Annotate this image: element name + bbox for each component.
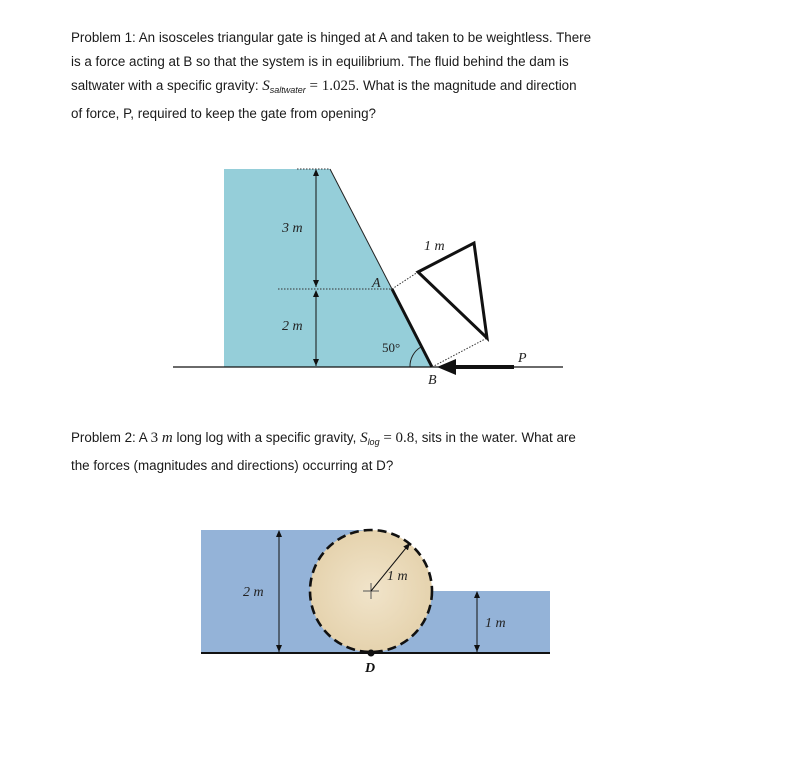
label-point-d: D <box>365 661 376 676</box>
problem1-line4: of force, P, required to keep the gate from opening? <box>71 106 376 121</box>
problem2-line1-post: , sits in the water. What are <box>414 430 576 445</box>
problem2-text <box>71 426 651 478</box>
sg-log-subscript: log <box>367 437 380 447</box>
label-2m: 2 m <box>282 319 303 334</box>
log-length-value: 3 <box>150 430 159 446</box>
problem2-line1 <box>71 426 651 454</box>
label-hinge-a: A <box>372 276 381 291</box>
problem1-line2: is a force acting at B so that the system is in equilibrium. The fluid behind the dam is <box>71 54 569 69</box>
sg-saltwater-value: = 1.025 <box>305 78 356 94</box>
problem1-line1: Problem 1: An isosceles triangular gate is hinged at A and taken to be weightless. There <box>71 30 592 45</box>
problem2-line2: the forces (magnitudes and directions) occurring at D? <box>71 458 394 473</box>
label-gate-1m: 1 m <box>424 239 445 254</box>
problem2-line1-mid: long log with a specific gravity, <box>172 430 361 445</box>
problem1-line3-pre: saltwater with a specific gravity: <box>71 78 263 93</box>
label-3m: 3 m <box>282 221 303 236</box>
sg-log-value: = 0.8 <box>379 430 415 446</box>
sg-log-symbol: S <box>360 430 368 446</box>
force-p-arrowhead <box>437 359 456 375</box>
saltwater-region <box>224 169 432 367</box>
gate-connector-top <box>392 272 418 289</box>
label-angle: 50° <box>382 340 401 355</box>
label-radius: 1 m <box>387 569 408 584</box>
sg-saltwater-subscript: saltwater <box>269 85 306 95</box>
problem2-line1-pre: Problem 2: A <box>71 430 151 445</box>
point-d-marker <box>368 650 375 657</box>
triangular-gate <box>418 243 487 338</box>
label-depth-right: 1 m <box>485 616 506 631</box>
label-force-p: P <box>518 351 527 366</box>
label-point-b: B <box>428 373 437 388</box>
figure2-log <box>201 530 550 676</box>
label-depth-left: 2 m <box>243 585 264 600</box>
gate-connector-bottom <box>432 338 487 367</box>
log-length-unit: m <box>158 430 173 446</box>
sg-saltwater-symbol: S <box>262 78 270 94</box>
problem1-line3-post: . What is the magnitude and direction <box>355 78 577 93</box>
